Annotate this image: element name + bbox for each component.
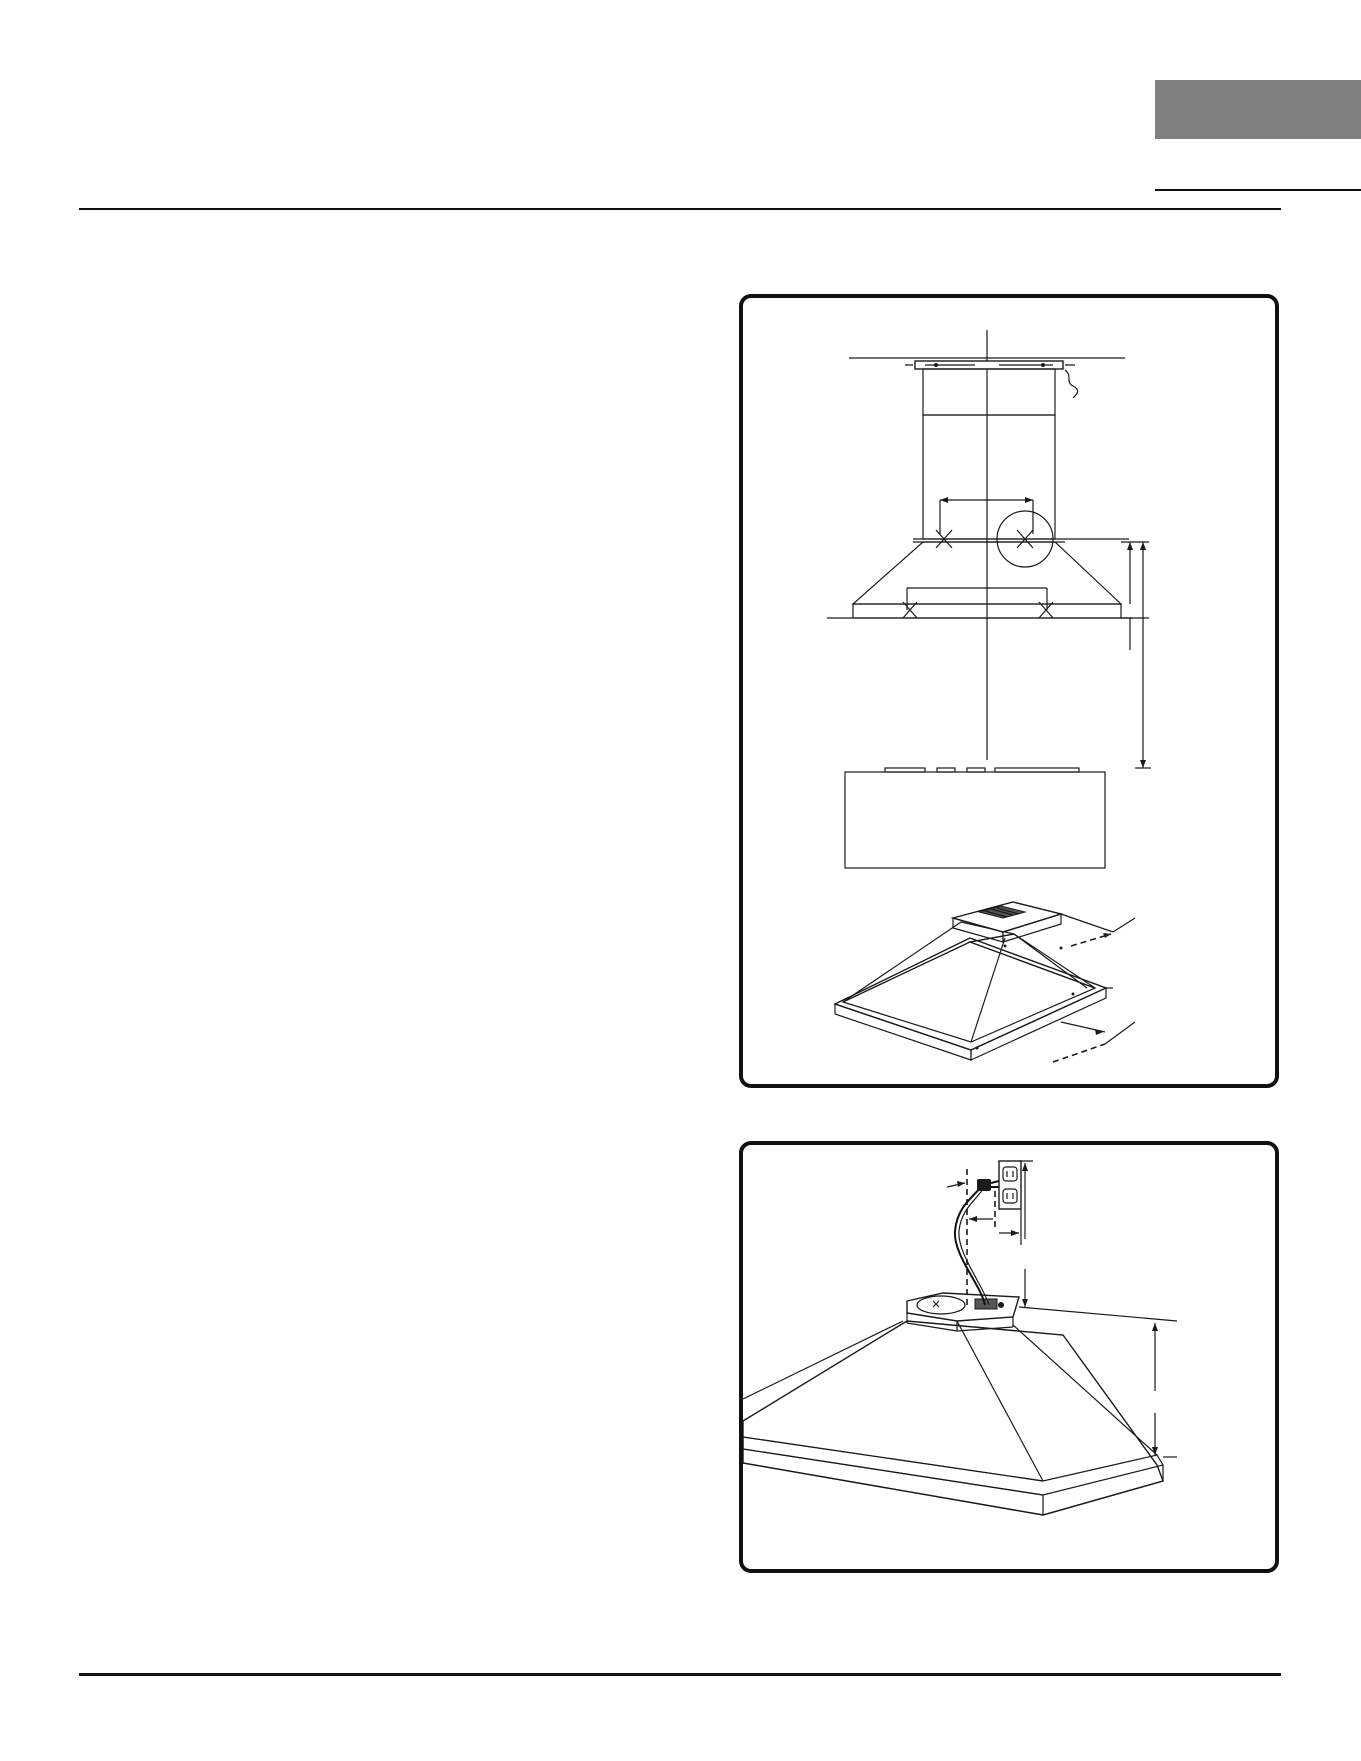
junction-box	[975, 1299, 997, 1309]
power-plug-icon	[977, 1179, 991, 1191]
hood-mounting-diagram	[743, 298, 1275, 1084]
electrical-outlet-icon	[999, 1161, 1021, 1209]
section-tab-rule	[1155, 189, 1361, 191]
section-tab	[1155, 80, 1361, 139]
footer-rule	[79, 1673, 1281, 1676]
power-cord-diagram	[743, 1145, 1275, 1569]
figure-power-cord	[739, 1141, 1279, 1573]
chimney-upper	[923, 369, 1055, 415]
cooktop-counter	[845, 772, 1105, 868]
figure-hood-mounting	[739, 294, 1279, 1088]
hood-perspective	[835, 902, 1135, 1062]
header-rule	[79, 208, 1281, 210]
bracket-leader	[1065, 370, 1078, 398]
chimney-lower	[923, 415, 1055, 539]
